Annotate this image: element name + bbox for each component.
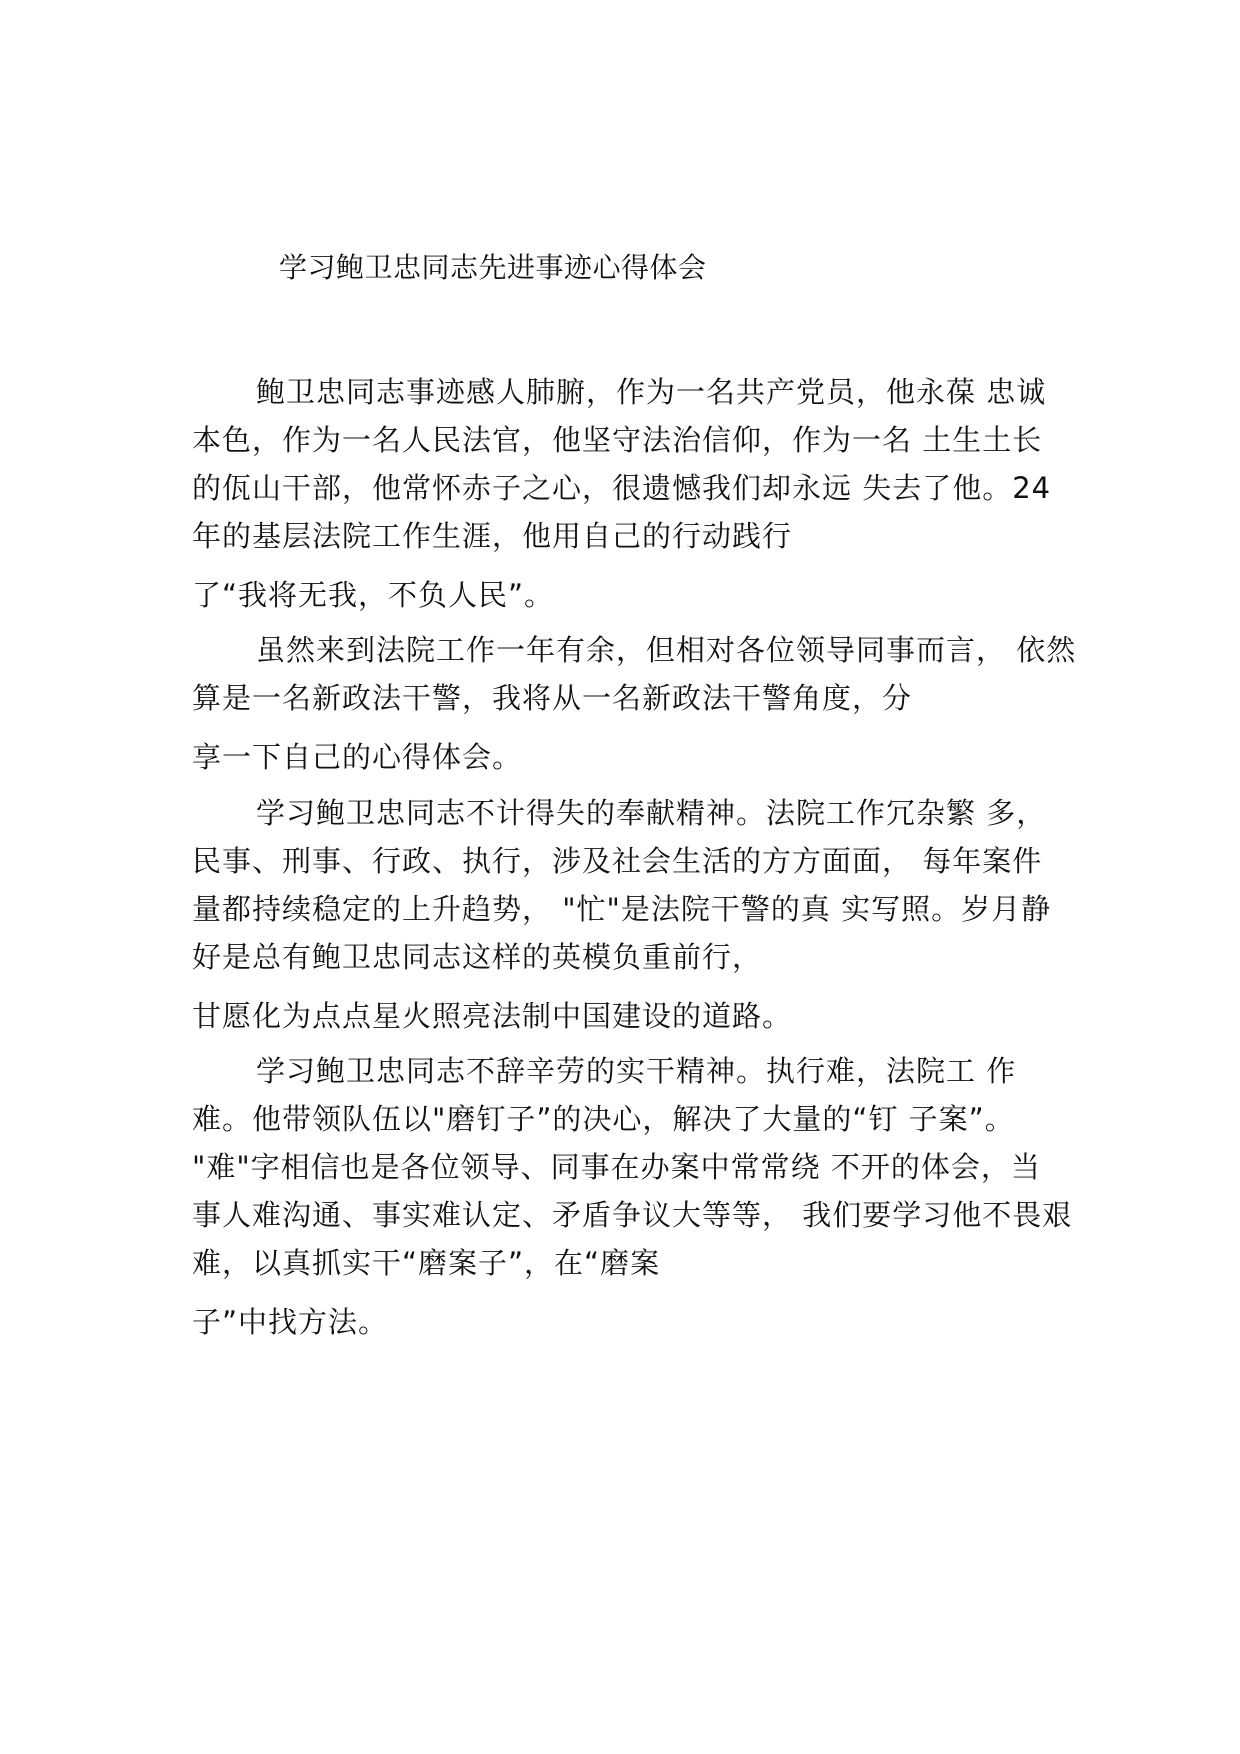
text-line: 子”中找方法。: [192, 1305, 389, 1339]
text-line: 了“我将无我，不负人民”。: [192, 578, 555, 612]
text-line: 本色，作为一名人民法官，他坚守法治信仰，作为一名 土生土长: [192, 423, 1043, 457]
text-line: 算是一名新政法干警，我将从一名新政法干警角度，分: [192, 681, 913, 715]
document-title: 学习鲍卫忠同志先进事迹心得体会: [279, 251, 707, 284]
text-line: 量都持续稳定的上升趋势， "忙"是法院干警的真 实写照。岁月静: [192, 892, 1052, 926]
text-line: 年的基层法院工作生涯，他用自己的行动践行: [192, 519, 793, 553]
text-line: 享一下自己的心得体会。: [192, 740, 523, 774]
text-line: 民事、刑事、行政、执行，涉及社会生活的方方面面， 每年案件: [192, 844, 1043, 878]
text-line: 学习鲍卫忠同志不辞辛劳的实干精神。执行难，法院工 作: [256, 1054, 1017, 1088]
text-line: 甘愿化为点点星火照亮法制中国建设的道路。: [192, 999, 793, 1033]
text-line: 鲍卫忠同志事迹感人肺腑，作为一名共产党员，他永葆 忠诚: [256, 375, 1047, 409]
text-line: "难"字相信也是各位领导、同事在办案中常常绕 不开的体会，当: [192, 1150, 1041, 1184]
text-line: 虽然来到法院工作一年有余，但相对各位领导同事而言， 依然: [256, 633, 1077, 667]
text-line: 事人难沟通、事实难认定、矛盾争议大等等， 我们要学习他不畏艰: [192, 1198, 1073, 1232]
text-line: 的佤山干部，他常怀赤子之心，很遗憾我们却永远 失去了他。24: [192, 471, 1052, 505]
text-line: 学习鲍卫忠同志不计得失的奉献精神。法院工作冗杂繁 多，: [256, 796, 1047, 830]
text-line: 难。他带领队伍以"磨钉子”的决心，解决了大量的“钉 子案”。: [192, 1102, 1015, 1136]
text-line: 难，以真抓实干“磨案子”，在“磨案: [192, 1246, 661, 1280]
text-line: 好是总有鲍卫忠同志这样的英模负重前行，: [192, 940, 763, 974]
